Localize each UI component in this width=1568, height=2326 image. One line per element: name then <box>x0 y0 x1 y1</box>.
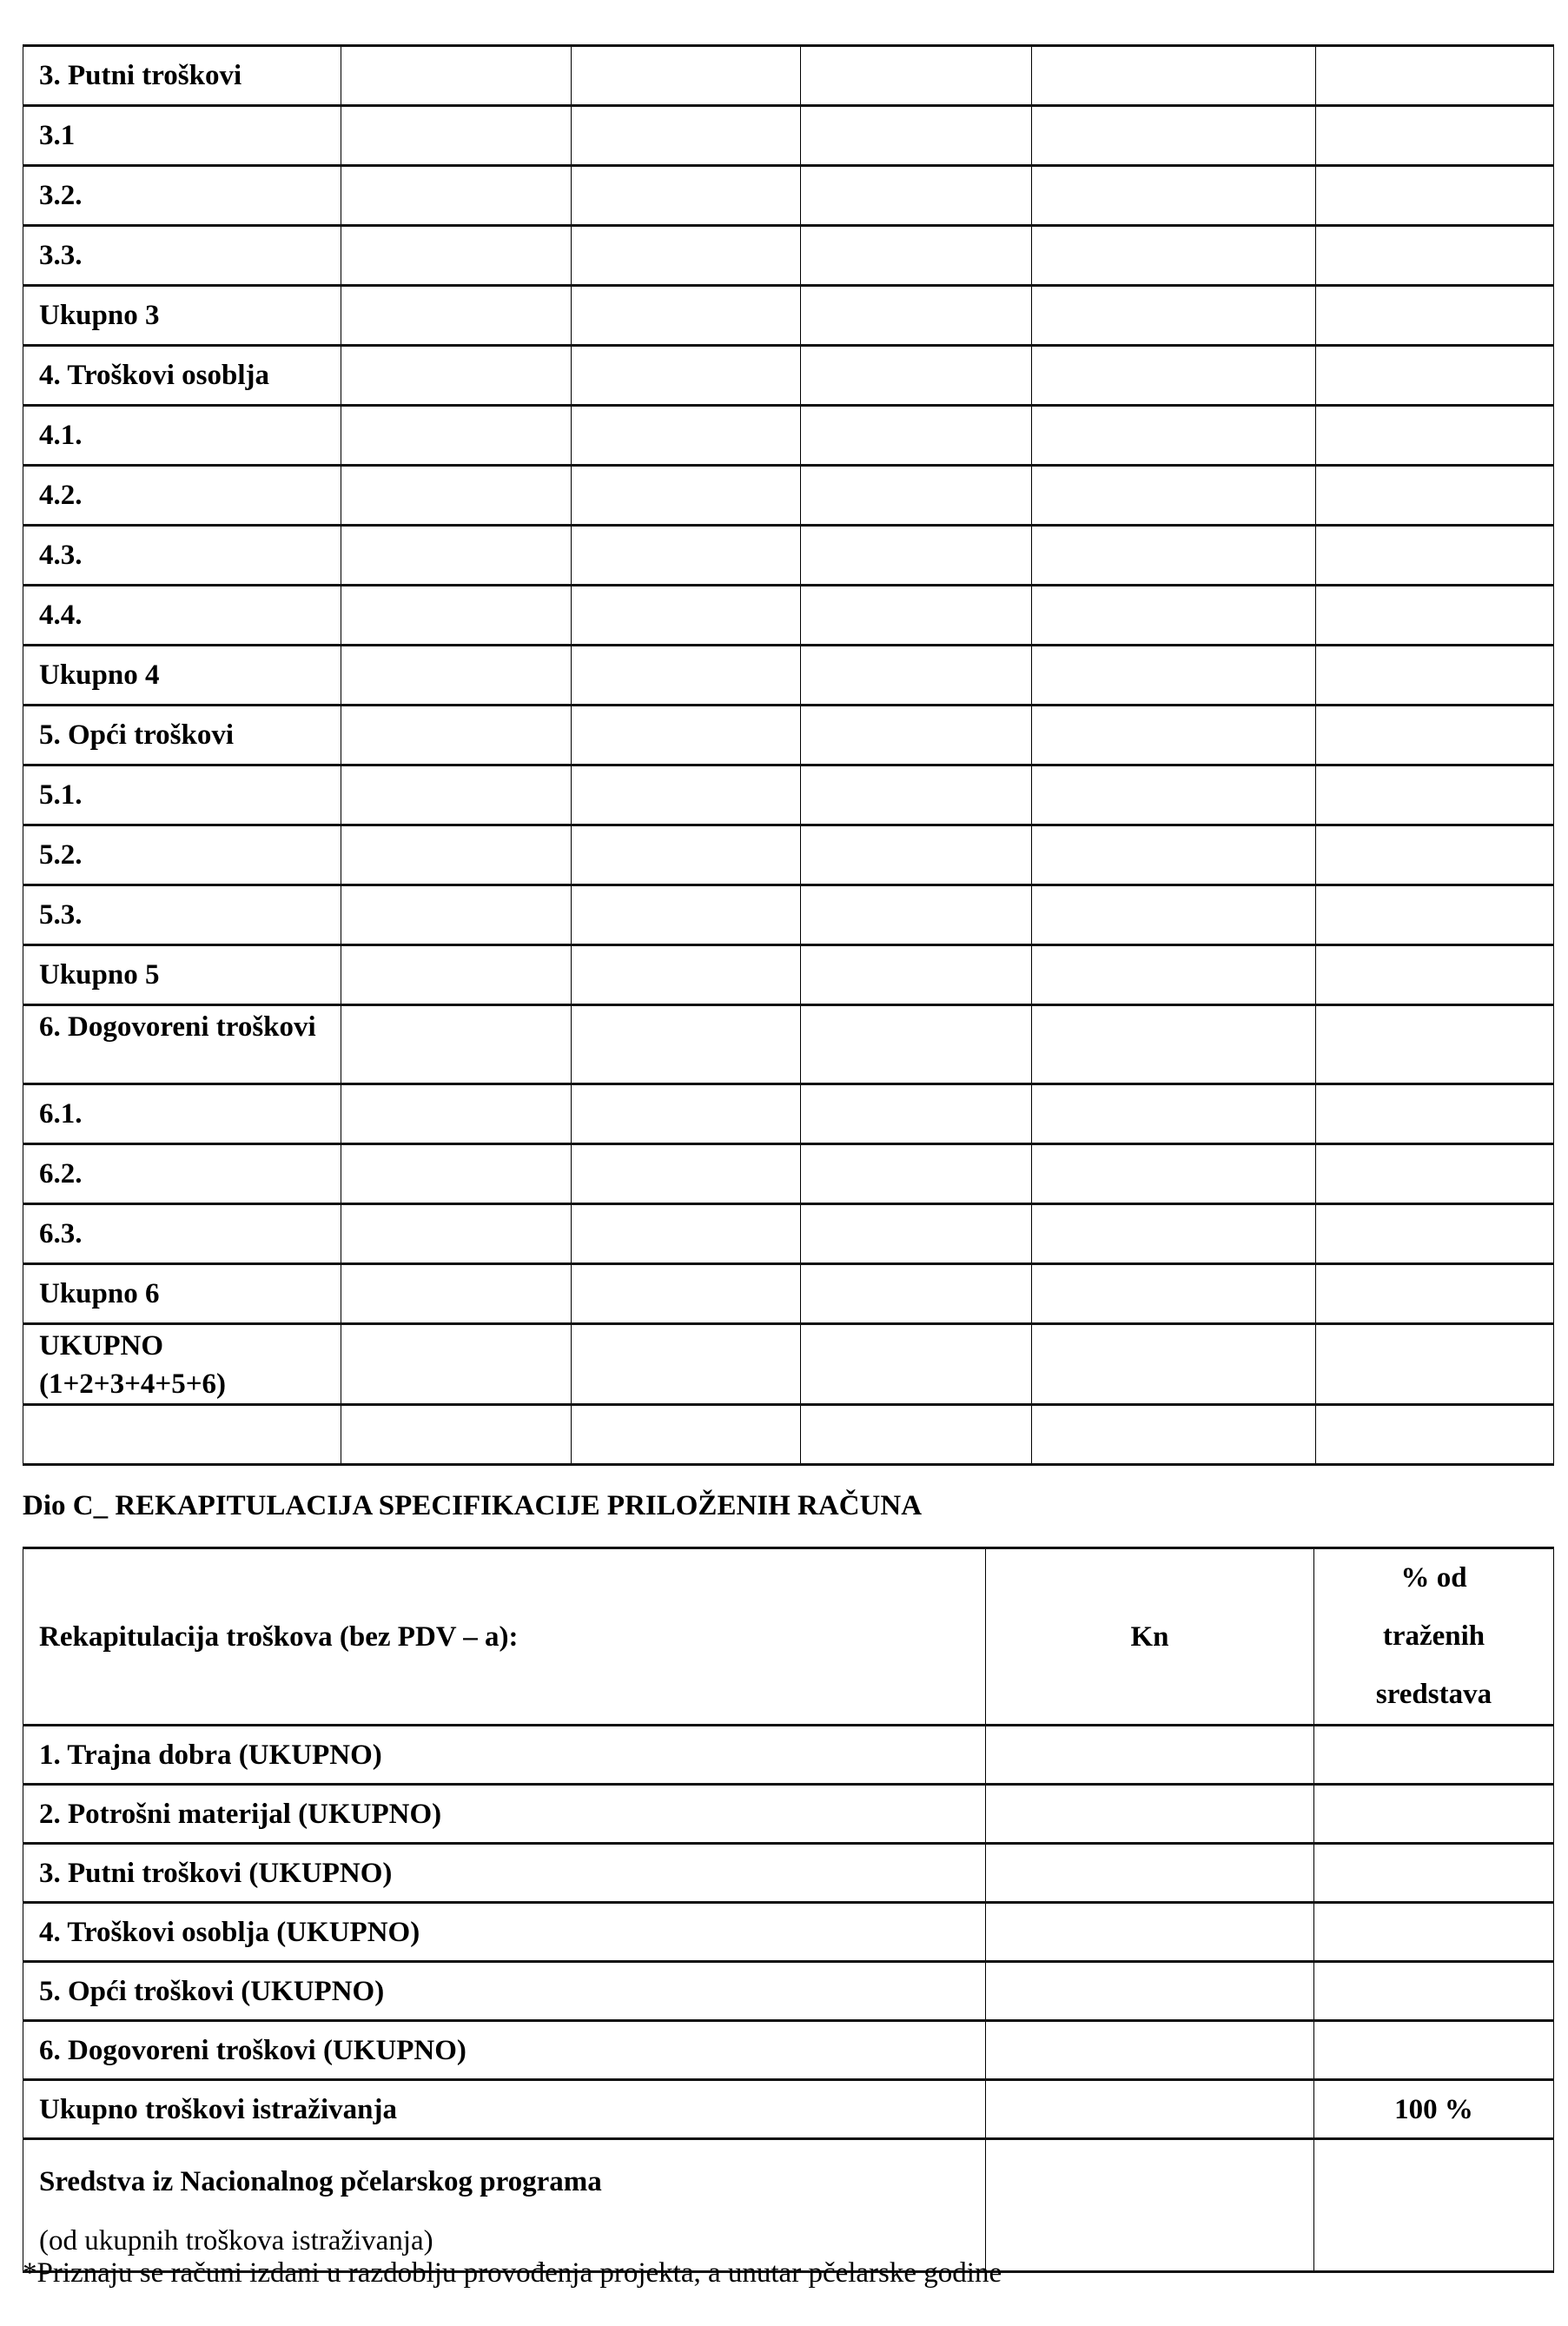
value-cell[interactable] <box>1032 825 1316 885</box>
table-row <box>23 586 1554 646</box>
value-cell[interactable] <box>1032 166 1316 226</box>
header-kn: Kn <box>986 1548 1314 1726</box>
value-cell[interactable] <box>572 466 801 526</box>
value-cell[interactable] <box>1316 586 1554 646</box>
value-cell[interactable] <box>801 1005 1032 1084</box>
value-cell[interactable] <box>341 1264 572 1324</box>
value-cell[interactable] <box>1032 226 1316 286</box>
kn-cell[interactable] <box>986 2139 1314 2272</box>
table-row <box>23 166 1554 226</box>
table-row <box>23 1005 1554 1084</box>
row-label: 4.2. <box>23 466 341 526</box>
value-cell[interactable] <box>572 825 801 885</box>
value-cell[interactable] <box>341 765 572 825</box>
value-cell[interactable] <box>1316 885 1554 945</box>
table-row <box>23 706 1554 765</box>
recap-row <box>23 1844 1554 1903</box>
percent-cell[interactable] <box>1314 2139 1554 2272</box>
value-cell[interactable] <box>572 1324 801 1405</box>
cost-table <box>23 44 1554 1466</box>
value-cell[interactable] <box>801 1405 1032 1465</box>
value-cell[interactable] <box>341 406 572 466</box>
percent-cell[interactable] <box>1314 1903 1554 1962</box>
value-cell[interactable] <box>572 1084 801 1144</box>
kn-cell[interactable] <box>986 1844 1314 1903</box>
row-label: Ukupno 4 <box>23 646 341 706</box>
percent-cell[interactable] <box>1314 1726 1554 1785</box>
value-cell[interactable] <box>572 765 801 825</box>
value-cell[interactable] <box>801 226 1032 286</box>
value-cell[interactable] <box>801 526 1032 586</box>
value-cell[interactable] <box>1316 825 1554 885</box>
recap-label: Ukupno troškovi istraživanja <box>23 2080 986 2139</box>
value-cell[interactable] <box>572 1405 801 1465</box>
recap-row <box>23 2080 1554 2139</box>
value-cell[interactable] <box>801 706 1032 765</box>
value-cell[interactable] <box>801 106 1032 166</box>
value-cell[interactable] <box>572 1264 801 1324</box>
row-label: 4.3. <box>23 526 341 586</box>
table-row <box>23 765 1554 825</box>
value-cell[interactable] <box>1316 1405 1554 1465</box>
value-cell[interactable] <box>341 825 572 885</box>
row-label: 5. Opći troškovi <box>23 706 341 765</box>
value-cell[interactable] <box>341 526 572 586</box>
footnote: *Priznaju se računi izdani u razdoblju provođenja projekta, a unutar pčelarske godine <box>23 2257 1002 2289</box>
value-cell[interactable] <box>1032 1005 1316 1084</box>
value-cell[interactable] <box>1316 466 1554 526</box>
value-cell[interactable] <box>1032 526 1316 586</box>
value-cell[interactable] <box>572 646 801 706</box>
value-cell[interactable] <box>341 586 572 646</box>
value-cell[interactable] <box>341 226 572 286</box>
value-cell[interactable] <box>572 406 801 466</box>
value-cell[interactable] <box>1032 765 1316 825</box>
table-row <box>23 1084 1554 1144</box>
table-row <box>23 1204 1554 1264</box>
row-label: 5.2. <box>23 825 341 885</box>
value-cell[interactable] <box>801 46 1032 106</box>
row-label: 6.2. <box>23 1144 341 1204</box>
value-cell[interactable] <box>801 1324 1032 1405</box>
value-cell[interactable] <box>1316 346 1554 406</box>
value-cell[interactable] <box>341 1005 572 1084</box>
national-program-note: (od ukupnih troškova istraživanja) <box>39 2225 433 2256</box>
value-cell[interactable] <box>1316 1324 1554 1405</box>
recap-row-national-program <box>23 2139 1554 2272</box>
national-program-label: Sredstva iz Nacionalnog pčelarskog programa <box>39 2166 602 2197</box>
table-row <box>23 346 1554 406</box>
value-cell[interactable] <box>1032 945 1316 1005</box>
table-row <box>23 945 1554 1005</box>
value-cell[interactable] <box>1032 106 1316 166</box>
value-cell[interactable] <box>341 166 572 226</box>
value-cell[interactable] <box>341 1405 572 1465</box>
value-cell[interactable] <box>572 885 801 945</box>
kn-cell[interactable] <box>986 1903 1314 1962</box>
value-cell[interactable] <box>341 466 572 526</box>
header-percent-line1: % od <box>1400 1562 1467 1594</box>
value-cell[interactable] <box>1032 346 1316 406</box>
table-row <box>23 885 1554 945</box>
row-label: Ukupno 3 <box>23 286 341 346</box>
value-cell[interactable] <box>1316 166 1554 226</box>
row-label: 4. Troškovi osoblja <box>23 346 341 406</box>
table-row <box>23 526 1554 586</box>
value-cell[interactable] <box>1316 46 1554 106</box>
value-cell[interactable] <box>341 646 572 706</box>
recap-row <box>23 1726 1554 1785</box>
recap-table <box>23 1547 1554 2273</box>
value-cell[interactable] <box>341 346 572 406</box>
value-cell[interactable] <box>801 466 1032 526</box>
value-cell[interactable] <box>341 706 572 765</box>
value-cell[interactable] <box>1032 1405 1316 1465</box>
section-c-title: Dio C_ REKAPITULACIJA SPECIFIKACIJE PRILOŽENIH RAČUNA <box>23 1490 923 1521</box>
value-cell[interactable] <box>1032 586 1316 646</box>
recap-row <box>23 1785 1554 1844</box>
table-row <box>23 466 1554 526</box>
value-cell[interactable] <box>341 945 572 1005</box>
kn-cell[interactable] <box>986 1726 1314 1785</box>
value-cell[interactable] <box>341 106 572 166</box>
kn-cell[interactable] <box>986 2021 1314 2080</box>
value-cell[interactable] <box>572 1144 801 1204</box>
value-cell[interactable] <box>801 1144 1032 1204</box>
table-row <box>23 825 1554 885</box>
value-cell[interactable] <box>1032 885 1316 945</box>
percent-cell[interactable]: 100 % <box>1314 2080 1554 2139</box>
value-cell[interactable] <box>1316 945 1554 1005</box>
percent-cell[interactable] <box>1314 1844 1554 1903</box>
table-row <box>23 46 1554 106</box>
header-percent-line2: traženih <box>1382 1620 1485 1652</box>
value-cell[interactable] <box>1316 706 1554 765</box>
recap-label: 6. Dogovoreni troškovi (UKUPNO) <box>23 2021 986 2080</box>
value-cell[interactable] <box>1032 1084 1316 1144</box>
value-cell[interactable] <box>801 885 1032 945</box>
value-cell[interactable] <box>1032 286 1316 346</box>
percent-cell[interactable] <box>1314 1962 1554 2021</box>
value-cell[interactable] <box>801 765 1032 825</box>
value-cell[interactable] <box>801 166 1032 226</box>
row-label: 4.4. <box>23 586 341 646</box>
value-cell[interactable] <box>1316 226 1554 286</box>
recap-header-row <box>23 1548 1554 1726</box>
value-cell[interactable] <box>1316 1144 1554 1204</box>
value-cell[interactable] <box>801 825 1032 885</box>
value-cell[interactable] <box>572 586 801 646</box>
row-label: 6. Dogovoreni troškovi <box>23 1005 341 1084</box>
value-cell[interactable] <box>1032 706 1316 765</box>
table-row <box>23 406 1554 466</box>
row-label: 3.1 <box>23 106 341 166</box>
recap-row <box>23 1903 1554 1962</box>
header-percent-line3: sredstava <box>1375 1679 1492 1710</box>
value-cell[interactable] <box>801 646 1032 706</box>
value-cell[interactable] <box>1316 106 1554 166</box>
value-cell[interactable] <box>341 286 572 346</box>
row-label: UKUPNO (1+2+3+4+5+6) <box>23 1324 341 1405</box>
kn-cell[interactable] <box>986 1785 1314 1844</box>
table-row <box>23 646 1554 706</box>
value-cell[interactable] <box>572 945 801 1005</box>
row-label <box>23 1405 341 1465</box>
value-cell[interactable] <box>572 46 801 106</box>
row-label: 4.1. <box>23 406 341 466</box>
row-label: 5.3. <box>23 885 341 945</box>
value-cell[interactable] <box>572 106 801 166</box>
value-cell[interactable] <box>1032 1324 1316 1405</box>
row-label: Ukupno 5 <box>23 945 341 1005</box>
value-cell[interactable] <box>572 1204 801 1264</box>
value-cell[interactable] <box>1316 1005 1554 1084</box>
value-cell[interactable] <box>1032 406 1316 466</box>
table-row <box>23 286 1554 346</box>
value-cell[interactable] <box>1316 406 1554 466</box>
recap-label: 1. Trajna dobra (UKUPNO) <box>23 1726 986 1785</box>
value-cell[interactable] <box>341 1084 572 1144</box>
recap-label <box>23 2139 986 2272</box>
value-cell[interactable] <box>1032 1144 1316 1204</box>
value-cell[interactable] <box>1032 1204 1316 1264</box>
table-row <box>23 226 1554 286</box>
value-cell[interactable] <box>801 286 1032 346</box>
recap-label: 5. Opći troškovi (UKUPNO) <box>23 1962 986 2021</box>
value-cell[interactable] <box>801 1204 1032 1264</box>
row-label: 6.1. <box>23 1084 341 1144</box>
table-row <box>23 1144 1554 1204</box>
percent-cell[interactable] <box>1314 2021 1554 2080</box>
value-cell[interactable] <box>1032 46 1316 106</box>
recap-label: 4. Troškovi osoblja (UKUPNO) <box>23 1903 986 1962</box>
recap-label: 2. Potrošni materijal (UKUPNO) <box>23 1785 986 1844</box>
value-cell[interactable] <box>1316 286 1554 346</box>
row-label: 3.3. <box>23 226 341 286</box>
value-cell[interactable] <box>1316 1084 1554 1144</box>
row-label: 5.1. <box>23 765 341 825</box>
value-cell[interactable] <box>341 46 572 106</box>
value-cell[interactable] <box>801 1264 1032 1324</box>
value-cell[interactable] <box>1032 466 1316 526</box>
row-label: Ukupno 6 <box>23 1264 341 1324</box>
value-cell[interactable] <box>572 226 801 286</box>
table-row <box>23 106 1554 166</box>
value-cell[interactable] <box>801 346 1032 406</box>
row-label: 6.3. <box>23 1204 341 1264</box>
value-cell[interactable] <box>1032 1264 1316 1324</box>
value-cell[interactable] <box>1316 765 1554 825</box>
value-cell[interactable] <box>801 406 1032 466</box>
value-cell[interactable] <box>1316 646 1554 706</box>
row-label: 3.2. <box>23 166 341 226</box>
value-cell[interactable] <box>572 346 801 406</box>
value-cell[interactable] <box>801 945 1032 1005</box>
table-row <box>23 1264 1554 1324</box>
value-cell[interactable] <box>341 885 572 945</box>
row-label: 3. Putni troškovi <box>23 46 341 106</box>
kn-cell[interactable] <box>986 2080 1314 2139</box>
value-cell[interactable] <box>1316 1264 1554 1324</box>
value-cell[interactable] <box>1316 526 1554 586</box>
value-cell[interactable] <box>572 526 801 586</box>
value-cell[interactable] <box>572 166 801 226</box>
table-row <box>23 1324 1554 1405</box>
table-row <box>23 1405 1554 1465</box>
header-percent <box>1314 1548 1554 1726</box>
recap-row <box>23 2021 1554 2080</box>
value-cell[interactable] <box>572 706 801 765</box>
value-cell[interactable] <box>341 1204 572 1264</box>
value-cell[interactable] <box>572 286 801 346</box>
recap-row <box>23 1962 1554 2021</box>
value-cell[interactable] <box>1032 646 1316 706</box>
value-cell[interactable] <box>341 1144 572 1204</box>
value-cell[interactable] <box>1316 1204 1554 1264</box>
value-cell[interactable] <box>801 586 1032 646</box>
value-cell[interactable] <box>801 1084 1032 1144</box>
value-cell[interactable] <box>572 1005 801 1084</box>
header-description: Rekapitulacija troškova (bez PDV – a): <box>23 1548 986 1726</box>
kn-cell[interactable] <box>986 1962 1314 2021</box>
value-cell[interactable] <box>341 1324 572 1405</box>
recap-label: 3. Putni troškovi (UKUPNO) <box>23 1844 986 1903</box>
percent-cell[interactable] <box>1314 1785 1554 1844</box>
